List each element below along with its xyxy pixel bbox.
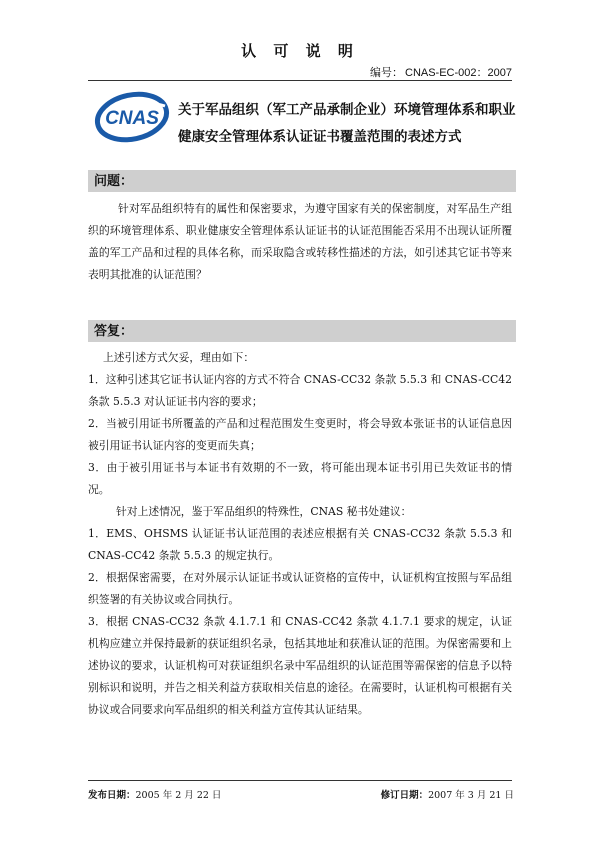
- revise-date: [381, 787, 514, 801]
- cnas-logo: [93, 88, 171, 144]
- header-divider: [88, 80, 512, 81]
- suggestion-intro: 针对上述情况，鉴于军品组织的特殊性，CNAS 秘书处建议：: [116, 505, 412, 518]
- cnas-logo-text: CNAS: [105, 108, 159, 129]
- document-number-value: CNAS-EC-002：2007: [405, 67, 512, 79]
- reason-item: 3．由于被引用证书与本证书有效期的不一致，将可能出现本证书引用已失效证书的情况。: [88, 461, 512, 496]
- suggestion-item: 2．根据保密需要，在对外展示认证证书或认证资格的宣传中，认证机构宜按照与军品组织签署的有关协议或合同执行。: [88, 571, 512, 606]
- document-number-label: 编号：: [370, 67, 403, 79]
- question-text: 针对军品组织特有的属性和保密要求，为遵守国家有关的保密制度，对军品生产组织的环境管理体系、职业健康安全管理体系认证证书的认证范围能否采用不出现认证所覆盖的军工产品和过程的具体名称，而采取隐含或转移性描述的方法，如引述其它证书等来表明其批准的认证范围？: [88, 202, 512, 281]
- suggestion-item: 3．根据 CNAS-CC32 条款 4.1.7.1 和 CNAS-CC42 条款 4.1.7.1 要求的规定，认证机构应建立并保持最新的获证组织名录，包括其地址和获准认证的范围。为保密需要和上述协议的要求，认证机构可对获证组织名录中军品组织的认证范围等需保密的信息予以特别标识和说明，并告之相关利益方获取相关信息的途径。在需要时，认证机构可根据有关协议或合同要求向军品组织的相关利益方宣传其认证结果。: [88, 615, 512, 716]
- document-title: 关于军品组织（军工产品承制企业）环境管理体系和职业健康安全管理体系认证证书覆盖范围的表述方式: [178, 102, 516, 145]
- footer-divider: [88, 780, 512, 781]
- answer-intro: 上述引述方式欠妥，理由如下：: [103, 351, 255, 364]
- answer-heading: 答复：: [94, 324, 134, 339]
- question-heading: 问题：: [94, 174, 134, 189]
- revise-date-value: 2007 年 3 月 21 日: [428, 790, 514, 801]
- reason-item: 1．这种引述其它证书认证内容的方式不符合 CNAS-CC32 条款 5.5.3 和 CNAS-CC42 条款 5.5.3 对认证证书内容的要求；: [88, 373, 512, 408]
- issue-date: [88, 787, 221, 801]
- answer-body: [88, 347, 512, 721]
- issue-date-value: 2005 年 2 月 22 日: [135, 790, 222, 801]
- question-heading-bar: [88, 170, 516, 192]
- revise-date-label: 修订日期：: [380, 790, 429, 801]
- header-title: 认 可 说 明: [241, 42, 359, 60]
- suggestion-item: 1．EMS、OHSMS 认证证书认证范围的表述应根据有关 CNAS-CC32 条款 5.5.3 和 CNAS-CC42 条款 5.5.3 的规定执行。: [88, 527, 512, 562]
- reason-item: 2．当被引用证书所覆盖的产品和过程范围发生变更时，将会导致本张证书的认证信息因被引用证书认证内容的变更而失真；: [88, 417, 512, 452]
- issue-date-label: 发布日期：: [88, 790, 136, 801]
- document-number: [368, 64, 512, 80]
- answer-heading-bar: [88, 320, 516, 342]
